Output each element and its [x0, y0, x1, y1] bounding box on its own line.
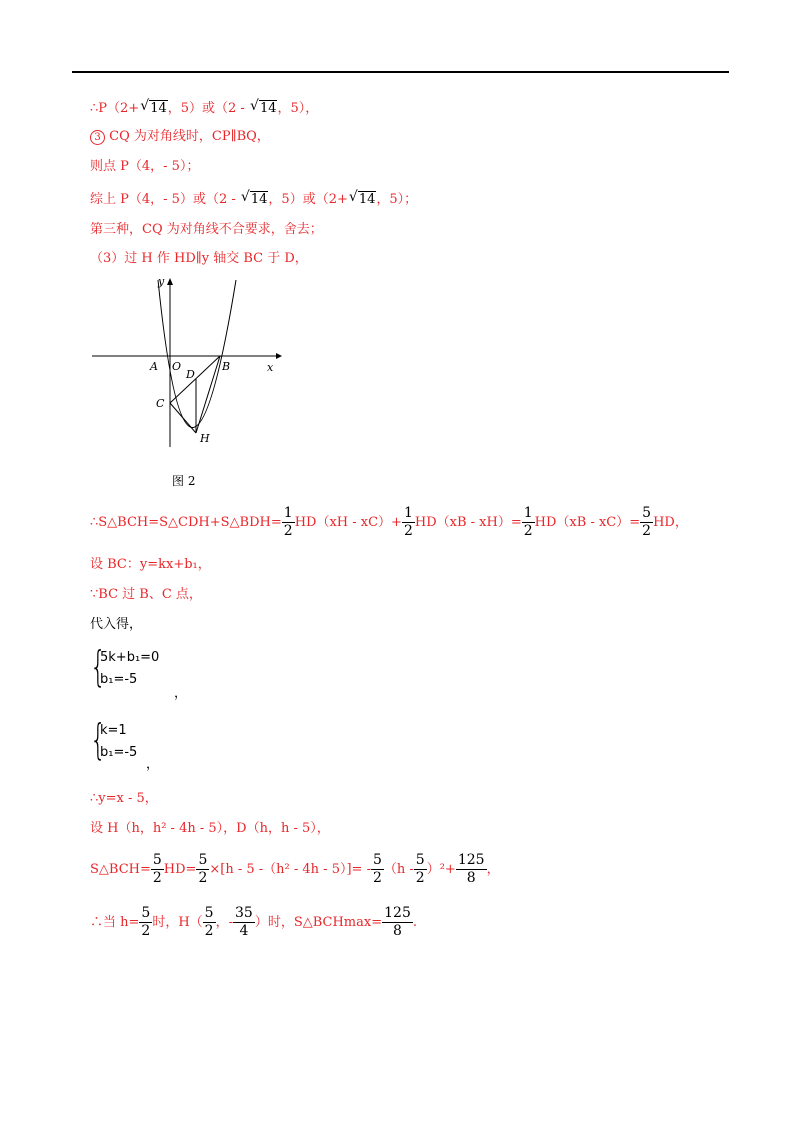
denominator: 2	[415, 870, 425, 886]
denominator: 2	[141, 923, 151, 939]
numerator: 5	[141, 905, 151, 921]
final-answer-line	[90, 905, 417, 940]
radicand: 14	[259, 101, 277, 116]
equation-row: k=1	[100, 723, 127, 738]
numerator: 5	[204, 905, 214, 921]
denominator: 2	[523, 523, 533, 539]
brace: {	[90, 642, 107, 691]
text: .	[412, 915, 417, 930]
text: CQ 为对角线时，CP∥BQ，	[105, 129, 270, 144]
point-d-label: D	[186, 368, 195, 381]
area-equation-line	[90, 505, 688, 540]
s-equation-line	[90, 852, 500, 887]
numerator: 1	[403, 505, 413, 521]
fraction	[382, 905, 413, 940]
figure-caption: 图 2	[172, 474, 196, 488]
line-1	[90, 98, 319, 117]
sqrt-expression	[348, 189, 377, 208]
text: ）²+	[426, 862, 456, 877]
fraction	[414, 852, 427, 887]
x-label: x	[267, 361, 274, 374]
radical-sign: √	[249, 98, 259, 114]
fraction	[522, 505, 535, 540]
text: HD=	[163, 862, 197, 877]
numerator: 125	[457, 852, 485, 868]
fraction	[371, 852, 384, 887]
text: ）时，S△BCHmax=	[254, 915, 383, 930]
numerator: 1	[523, 505, 533, 521]
denominator: 2	[204, 923, 214, 939]
fraction	[203, 905, 216, 940]
text: HD（xB - xC）=	[534, 515, 641, 530]
denominator: 2	[198, 870, 208, 886]
denominator: 2	[403, 523, 413, 539]
equation-row: b₁=-5	[100, 672, 138, 687]
sqrt-expression	[240, 189, 269, 208]
text: ∴当 h=	[90, 915, 140, 930]
text: HD，	[653, 515, 688, 530]
text: ∴P（2+	[90, 101, 140, 116]
fraction	[233, 905, 255, 940]
numerator: 35	[235, 905, 253, 921]
line-8: 设 BC：y=kx+b₁，	[90, 557, 211, 572]
text: ，	[146, 757, 160, 772]
numerator: 5	[152, 852, 162, 868]
y-axis-arrow	[167, 278, 173, 285]
text: ，5），	[277, 101, 319, 116]
text: S△BCH=	[90, 862, 151, 877]
numerator: 5	[372, 852, 382, 868]
numerator: 5	[415, 852, 425, 868]
point-h-label: H	[200, 432, 210, 445]
radical-sign: √	[140, 98, 150, 114]
numerator: 5	[642, 505, 652, 521]
fraction	[151, 852, 164, 887]
text: ×[h - 5 -（h² - 4h - 5）]= -	[209, 862, 371, 877]
text: HD（xH - xC）+	[294, 515, 402, 530]
fraction	[282, 505, 295, 540]
radical-sign: √	[240, 189, 250, 205]
sqrt-expression	[140, 98, 168, 117]
fraction	[402, 505, 415, 540]
line-9: ∵BC 过 B、C 点，	[90, 587, 202, 602]
line-2	[90, 129, 270, 145]
text: ，	[174, 686, 188, 701]
text: HD（xB - xH）=	[414, 515, 522, 530]
sqrt-expression	[249, 98, 278, 117]
text: 时，H（	[152, 915, 203, 930]
denominator: 4	[239, 923, 249, 939]
radical-sign: √	[348, 189, 358, 205]
numerator: 1	[283, 505, 293, 521]
text: ∴S△BCH=S△CDH+S△BDH=	[90, 515, 282, 530]
fraction	[196, 852, 209, 887]
denominator: 8	[393, 923, 402, 939]
denominator: 2	[642, 523, 652, 539]
fraction	[456, 852, 487, 887]
line-3: 则点 P（4，- 5）；	[90, 159, 200, 174]
denominator: 2	[152, 870, 162, 886]
line-5: 第三种，CQ 为对角线不合要求，舍去；	[90, 222, 323, 237]
line-11: ∴y=x - 5，	[90, 791, 158, 806]
text: ，5）或（2 -	[167, 101, 249, 116]
text: ，	[486, 862, 500, 877]
equation-row: 5k+b₁=0	[100, 650, 160, 665]
point-b-label: B	[222, 360, 231, 373]
line-ch	[170, 403, 196, 433]
line-12: 设 H（h，h² - 4h - 5），D（h，h - 5），	[90, 821, 330, 836]
line-4	[90, 189, 418, 208]
denominator: 2	[372, 870, 382, 886]
point-c-label: C	[156, 397, 165, 410]
x-axis-arrow	[276, 353, 282, 359]
numerator: 5	[198, 852, 208, 868]
y-label: y	[158, 275, 165, 288]
fraction	[640, 505, 653, 540]
fraction	[139, 905, 152, 940]
radicand: 14	[150, 101, 167, 116]
equation-system-2	[90, 715, 210, 772]
text: ，-	[215, 915, 233, 930]
text: ，5）或（2+	[268, 192, 348, 207]
equation-system-1	[90, 642, 210, 701]
point-a-label: A	[150, 360, 158, 373]
brace: {	[90, 715, 107, 764]
point-o-label: O	[172, 360, 182, 373]
parabola-figure	[88, 275, 288, 455]
denominator: 8	[466, 870, 476, 886]
radicand: 14	[358, 192, 376, 207]
text: ，5）；	[376, 192, 418, 207]
equation-row: b₁=-5	[100, 745, 138, 760]
header-rule	[72, 71, 729, 73]
line-6: （3）过 H 作 HD∥y 轴交 BC 于 D，	[90, 251, 308, 266]
denominator: 2	[283, 523, 293, 539]
circled-number: 3	[90, 130, 105, 145]
text: 综上 P（4，- 5）或（2 -	[90, 192, 240, 207]
text: （h -	[383, 862, 414, 877]
radicand: 14	[250, 192, 268, 207]
numerator: 125	[384, 905, 411, 921]
line-10: 代入得，	[90, 617, 143, 632]
